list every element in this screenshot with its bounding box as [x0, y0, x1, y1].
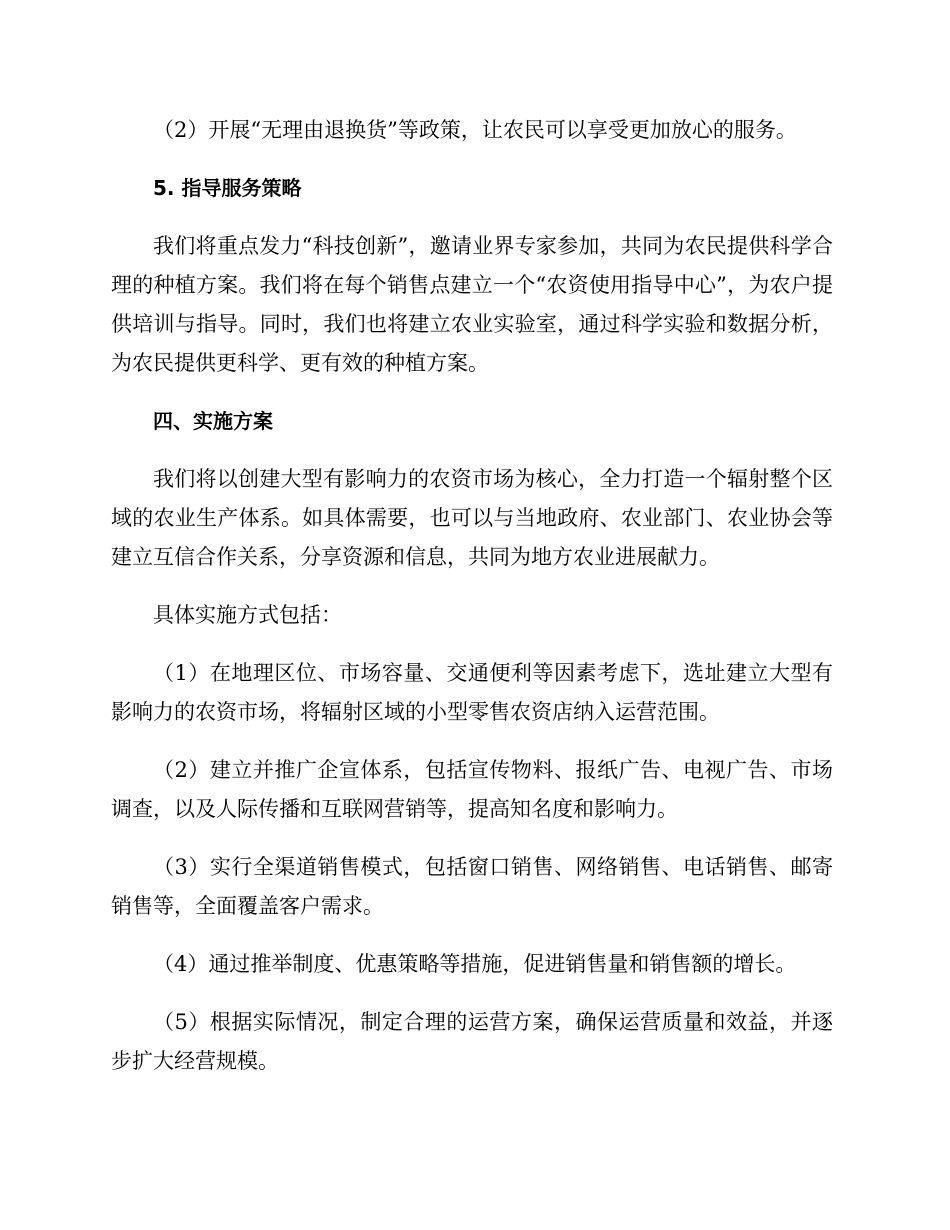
- document-page: [111, 111, 833, 1081]
- section-heading-implementation-plan: 四、实施方案: [153, 409, 273, 433]
- list-item-method-1: （1）在地理区位、市场容量、交通便利等因素考虑下，选址建立大型有影响力的农资市场，将辐射区域的小型零售农资店纳入运营范围。: [111, 661, 833, 724]
- paragraph-implementation-methods-lead: 具体实施方式包括：: [153, 603, 342, 627]
- paragraph-implementation-intro: 我们将以创建大型有影响力的农资市场为核心，全力打造一个辐射整个区域的农业生产体系。如具体需要，也可以与当地政府、农业部门、农业协会等建立互信合作关系，分享资源和信息，共同为地方农业进展献力。: [111, 467, 833, 569]
- paragraph-guidance-strategy: 我们将重点发力“科技创新”，邀请业界专家参加，共同为农民提供科学合理的种植方案。我们将在每个销售点建立一个“农资使用指导中心”，为农户提供培训与指导。同时，我们也将建立农业实验室，通过科学实验和数据分析，为农民提供更科学、更有效的种植方案。: [111, 234, 833, 375]
- list-item-method-3: （3）实行全渠道销售模式，包括窗口销售、网络销售、电话销售、邮寄销售等，全面覆盖客户需求。: [111, 855, 833, 918]
- list-item-method-5: （5）根据实际情况，制定合理的运营方案，确保运营质量和效益，并逐步扩大经营规模。: [111, 1010, 833, 1073]
- list-item-method-4: （4）通过推举制度、优惠策略等措施，促进销售量和销售额的增长。: [153, 952, 797, 976]
- section-heading-guidance-strategy: 5. 指导服务策略: [153, 176, 302, 200]
- paragraph-return-policy: （2）开展“无理由退换货”等政策，让农民可以享受更加放心的服务。: [153, 118, 797, 142]
- list-item-method-2: （2）建立并推广企宣体系，包括宣传物料、报纸广告、电视广告、市场调查，以及人际传播和互联网营销等，提高知名度和影响力。: [111, 758, 833, 821]
